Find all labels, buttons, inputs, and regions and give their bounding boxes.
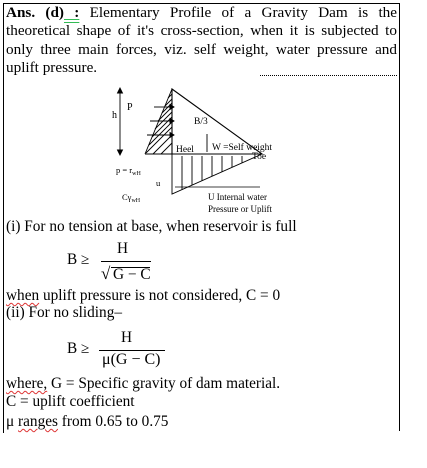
where-definition: where, G = Specific gravity of dam material. (6, 375, 281, 392)
p-label: P (127, 102, 133, 113)
formula1-lhs: B ≥ (67, 251, 90, 268)
height-dimension (118, 88, 123, 155)
pressure-arrows (147, 105, 174, 138)
cgamma-label: $C\gamma_{wH}$ (122, 192, 141, 204)
dotted-separator (260, 75, 397, 76)
gravity-dam-diagram (112, 79, 312, 219)
intro-paragraph (6, 4, 397, 78)
condition-no-tension: (i) For no tension at base, when reservoir is full (6, 218, 297, 235)
uplift-diagram (172, 154, 262, 194)
formula1-radicand: G − C (113, 266, 151, 283)
b3-label: B/3 (194, 117, 208, 127)
formula2-lhs: B ≥ (67, 340, 90, 357)
uplift-coefficient: C = uplift coefficient (6, 393, 135, 410)
formula2-denominator: μ(G − C) (102, 351, 161, 368)
answer-label: Ans. (d) : (6, 4, 80, 21)
uplift-label-line1: U Internal water (208, 192, 267, 202)
mu-range: μ ranges from 0.65 to 0.75 (6, 413, 169, 430)
note-uplift-not-considered: when uplift pressure is not considered, C = 0 (6, 287, 281, 304)
frame-edge (3, 430, 4, 433)
intro-text: Elementary Profile of a Gravity Dam is the theoretical shape of it's cross-section, when it is subjected to only three main forces, viz. self weight, water pressure and uplift pressure. (6, 4, 398, 77)
water-pressure-diagram (145, 89, 172, 154)
formula1-fraction-bar (101, 261, 151, 262)
pressure-equation: $p = r_{wH}$ (116, 165, 141, 177)
uplift-u-label: u (156, 178, 161, 188)
condition-no-sliding: (ii) For no sliding– (6, 304, 123, 321)
formula1-numerator: H (117, 240, 129, 257)
uplift-label-line2: Pressure or Uplift (208, 204, 272, 214)
formula1-radical: √ (101, 264, 111, 283)
self-weight-label: W =Self weight (212, 143, 273, 153)
toe-label: Toe (252, 152, 267, 162)
heel-label: Heel (176, 145, 194, 155)
formula2-numerator: H (121, 329, 133, 346)
h-label: h (112, 110, 117, 121)
